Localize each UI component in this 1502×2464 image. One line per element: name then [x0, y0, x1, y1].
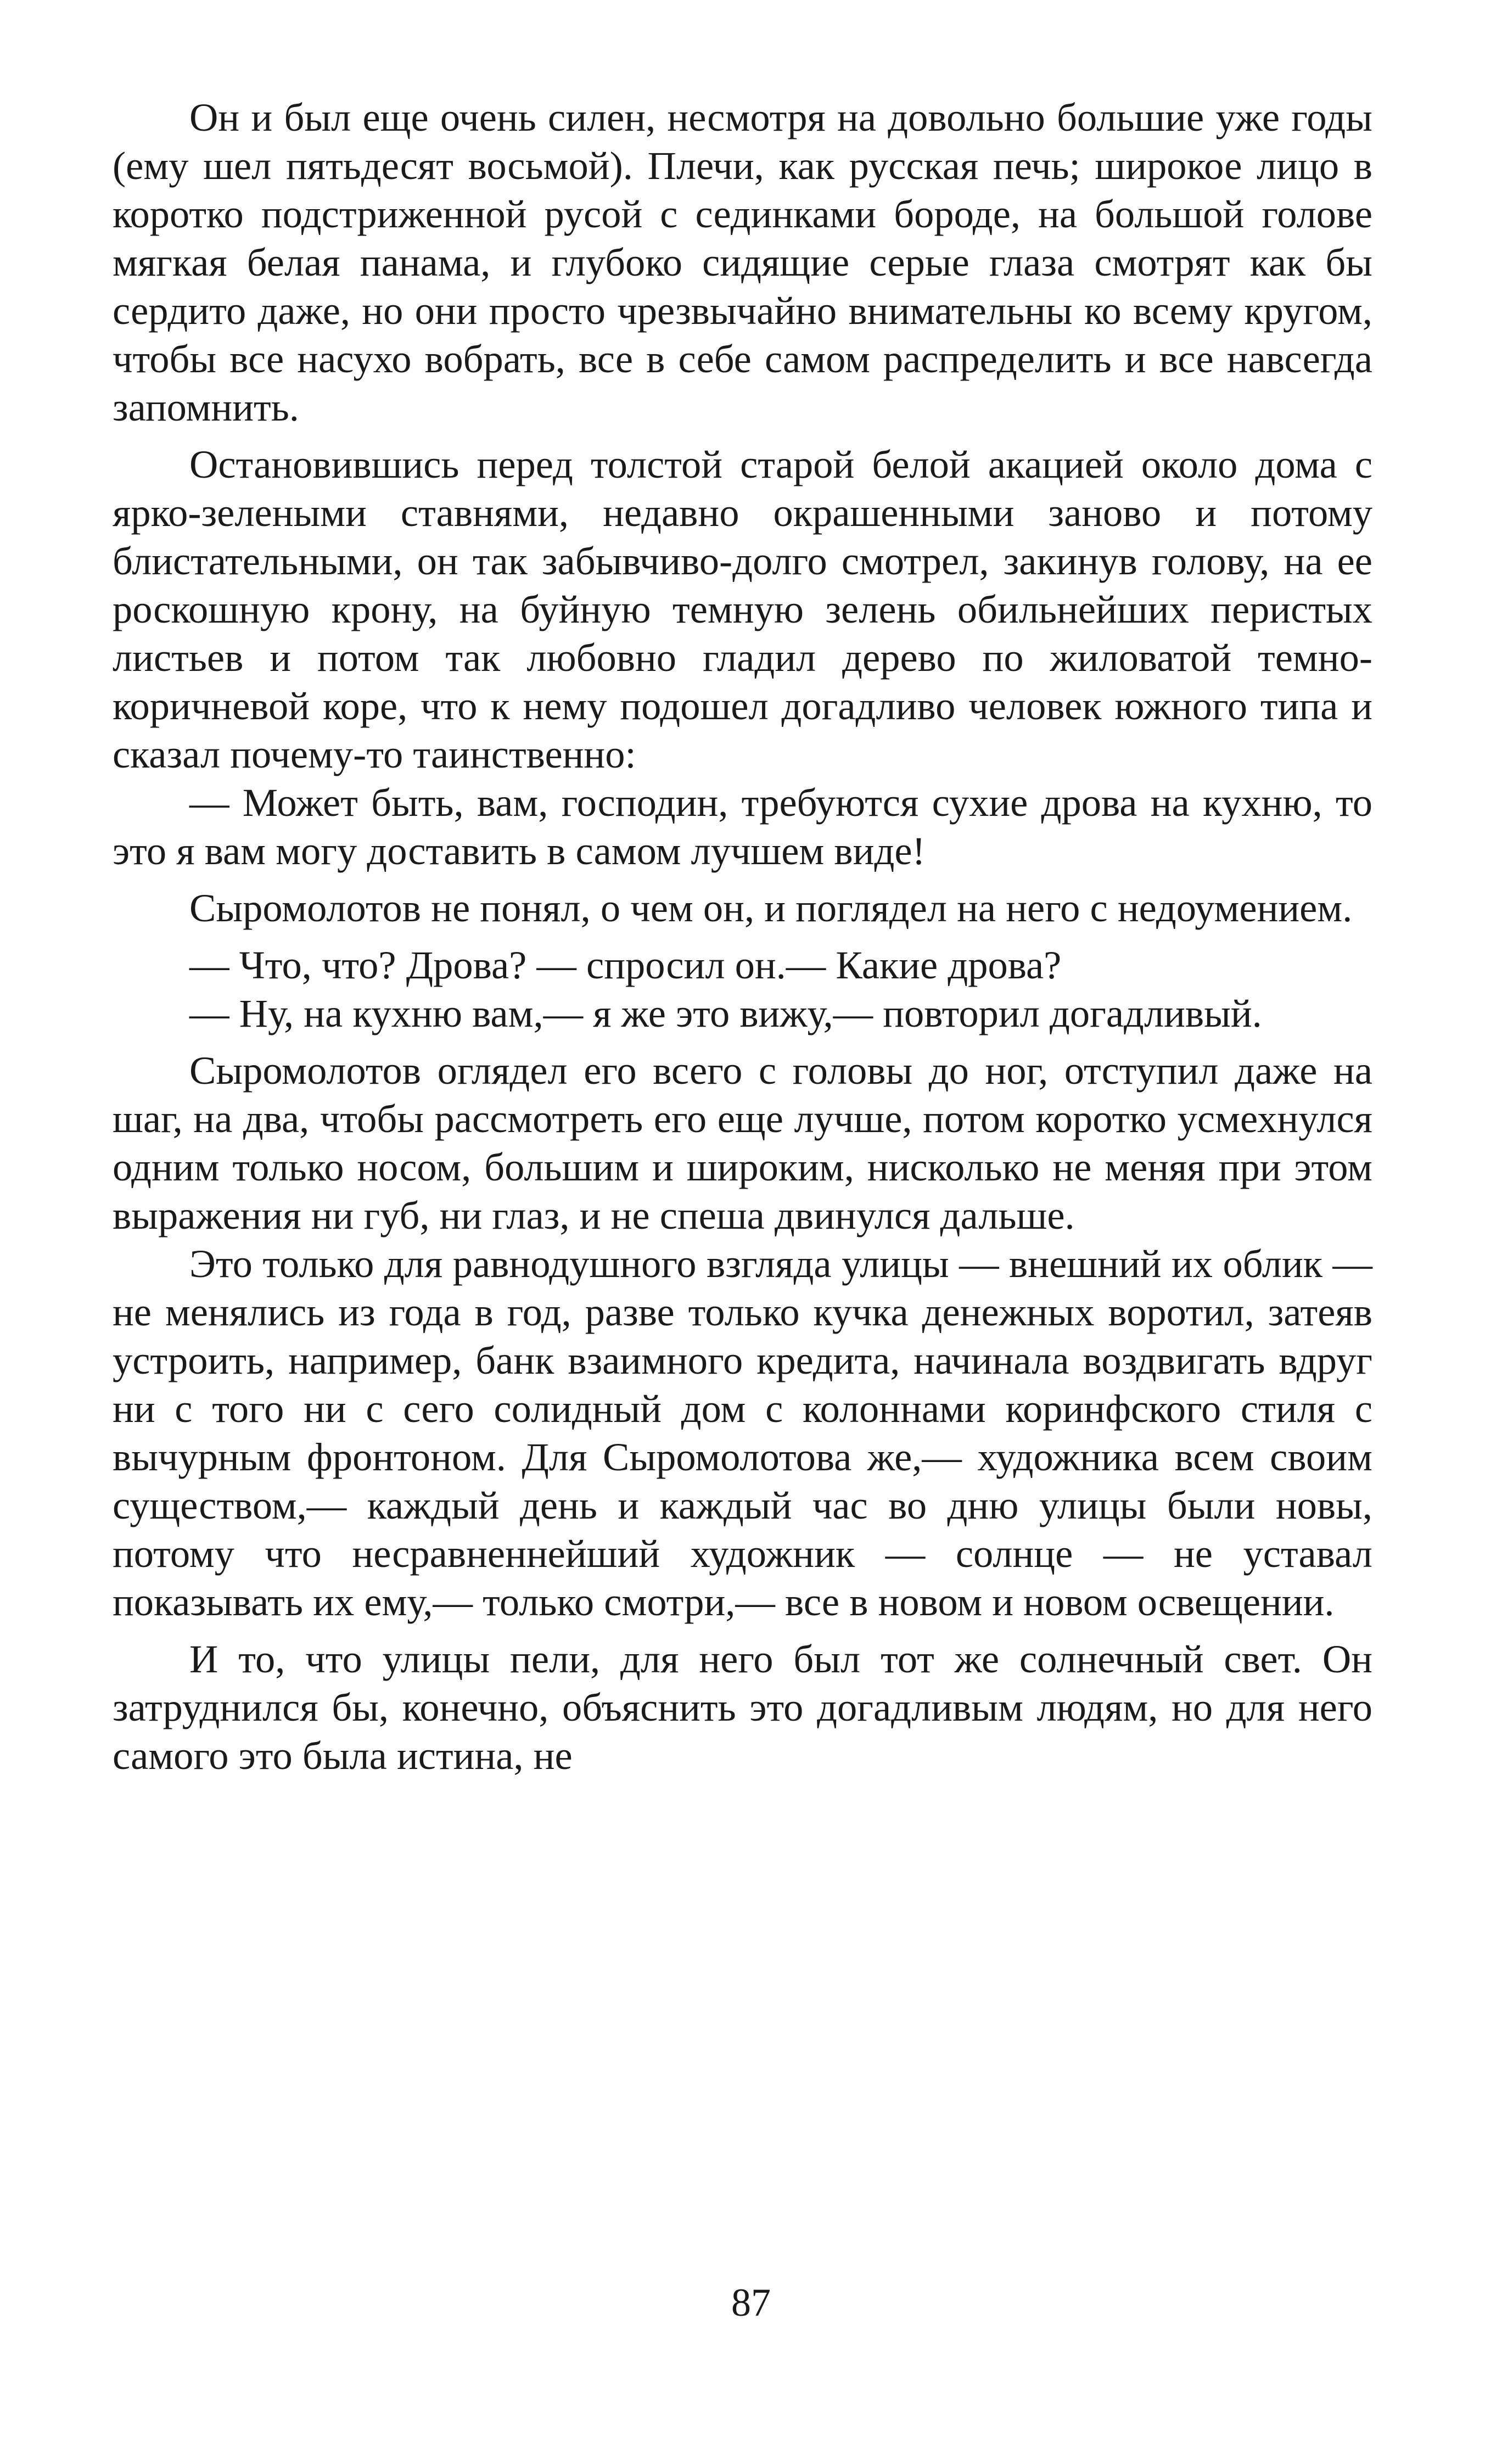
- paragraph-1: Он и был еще очень силен, несмотря на довольно большие уже годы (ему шел пятьдесят восьмой). Плечи, как русская печь; широкое лицо в коротко подстриженной русой с сединками бороде, на большой голове мягкая белая панама, и глубоко сидящие серые глаза смотрят как бы сердито даже, но они просто чрезвычайно внимательны ко всему кругом, чтобы все насухо вобрать, все в себе самом распределить и все навсегда запомнить.: [113, 95, 1372, 429]
- paragraph-4: Сыромолотов не понял, о чем он, и поглядел на него с недоумением.: [189, 886, 1353, 930]
- paragraph-9: И то, что улицы пели, для него был тот же солнечный свет. Он затруднился бы, конечно, объяснить это догадливым людям, но для него самого это была истина, не: [113, 1637, 1372, 1778]
- paragraph-7: Сыромолотов оглядел его всего с головы до ног, отступил даже на шаг, на два, чтобы рассмотреть его еще лучше, потом коротко усмехнулся одним только носом, большим и широким, нисколько не меняя при этом выражения ни губ, ни глаз, и не спеша двинулся дальше.: [113, 1048, 1372, 1237]
- paragraph-3: — Может быть, вам, господин, требуются сухие дрова на кухню, то это я вам могу доставить в самом лучшем виде!: [113, 780, 1372, 873]
- paragraph-8: Это только для равнодушного взгляда улицы — внешний их облик — не менялись из года в год, разве только кучка денежных воротил, затеяв устроить, например, банк взаимного кредита, начинала воздвигать вдруг ни с того ни с сего солидный дом с колоннами коринфского стиля с вычурным фронтоном. Для Сыромолотова же,— художника всем своим существом,— каждый день и каждый час во дню улицы были новы, потому что несравненнейший художник — солнце — не уставал показывать их ему,— только смотри,— все в новом и новом освещении.: [113, 1241, 1372, 1624]
- paragraph-5: — Что, что? Дрова? — спросил он.— Какие дрова?: [189, 943, 1062, 987]
- paragraph-2: Остановившись перед толстой старой белой акацией около дома с ярко-зелеными ставнями, недавно окрашенными заново и потому блистательными, он так забывчиво-долго смотрел, закинув голову, на ее роскошную крону, на буйную темную зелень обильнейших перистых листьев и потом так любовно гладил дерево по жиловатой темно-коричневой коре, что к нему подошел догадливо человек южного типа и сказал почему-то таинственно:: [113, 442, 1372, 776]
- paragraph-6: — Ну, на кухню вам,— я же это вижу,— повторил догадливый.: [189, 991, 1262, 1035]
- page-number: 87: [731, 2281, 771, 2325]
- body-text: [113, 93, 1372, 1780]
